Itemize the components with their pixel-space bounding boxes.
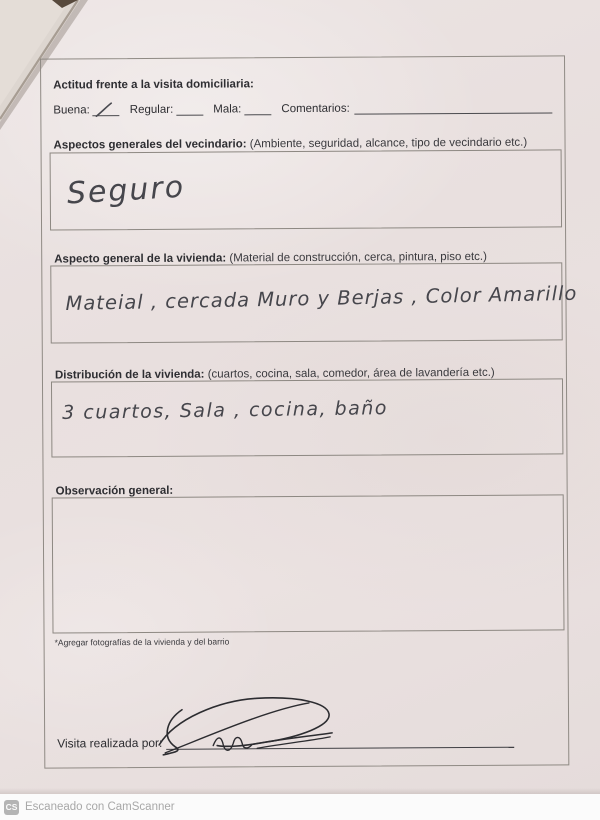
buena-check-icon xyxy=(95,102,115,117)
option-mala-blank xyxy=(244,102,271,115)
vecindario-label: Aspectos generales del vecindario: xyxy=(53,138,247,152)
visited-by-label: Visita realizada por: xyxy=(57,735,163,751)
camscanner-logo-icon: CS xyxy=(4,800,19,815)
camscanner-watermark-text: Escaneado con CamScanner xyxy=(25,801,175,813)
comments-blank xyxy=(355,100,553,114)
option-mala-label: Mala: xyxy=(213,103,242,116)
option-buena-label: Buena: xyxy=(53,104,90,117)
vivienda-label: Aspecto general de la vivienda: xyxy=(54,252,227,266)
option-buena-blank xyxy=(93,103,120,116)
distribucion-handwritten-answer: 3 cuartos, Sala , cocina, baño xyxy=(62,397,389,424)
distribucion-label: Distribución de la vivienda: xyxy=(54,368,205,382)
option-regular-blank xyxy=(176,103,203,116)
vecindario-handwritten-answer: Seguro xyxy=(65,169,186,212)
attitude-label: Actitud frente a la visita domiciliaria: xyxy=(53,78,254,92)
vecindario-hint: (Ambiente, seguridad, alcance, tipo de vecindario etc.) xyxy=(249,136,528,151)
attitude-options-row xyxy=(53,100,552,116)
vivienda-hint: (Material de construcción, cerca, pintura, piso etc.) xyxy=(229,250,487,265)
camscanner-watermark-bar xyxy=(0,794,600,820)
photos-footnote: *Agregar fotografías de la vivienda y del barrio xyxy=(54,636,230,648)
vecindario-answer-box xyxy=(50,149,562,230)
distribucion-answer-box xyxy=(51,378,563,457)
signature-scribble xyxy=(149,694,344,757)
observacion-answer-box xyxy=(52,494,565,633)
visit-form xyxy=(40,55,578,768)
comments-label: Comentarios: xyxy=(281,102,350,116)
observacion-label: Observación general: xyxy=(55,484,174,498)
vivienda-answer-box xyxy=(50,262,578,343)
option-regular-label: Regular: xyxy=(129,103,174,117)
vivienda-handwritten-answer: Mateial , cercada Muro y Berjas , Color Amarillo xyxy=(65,281,578,316)
distribucion-hint: (cuartos, cocina, sala, comedor, área de lavandería etc.) xyxy=(207,366,495,381)
attitude-section-title xyxy=(53,78,254,92)
